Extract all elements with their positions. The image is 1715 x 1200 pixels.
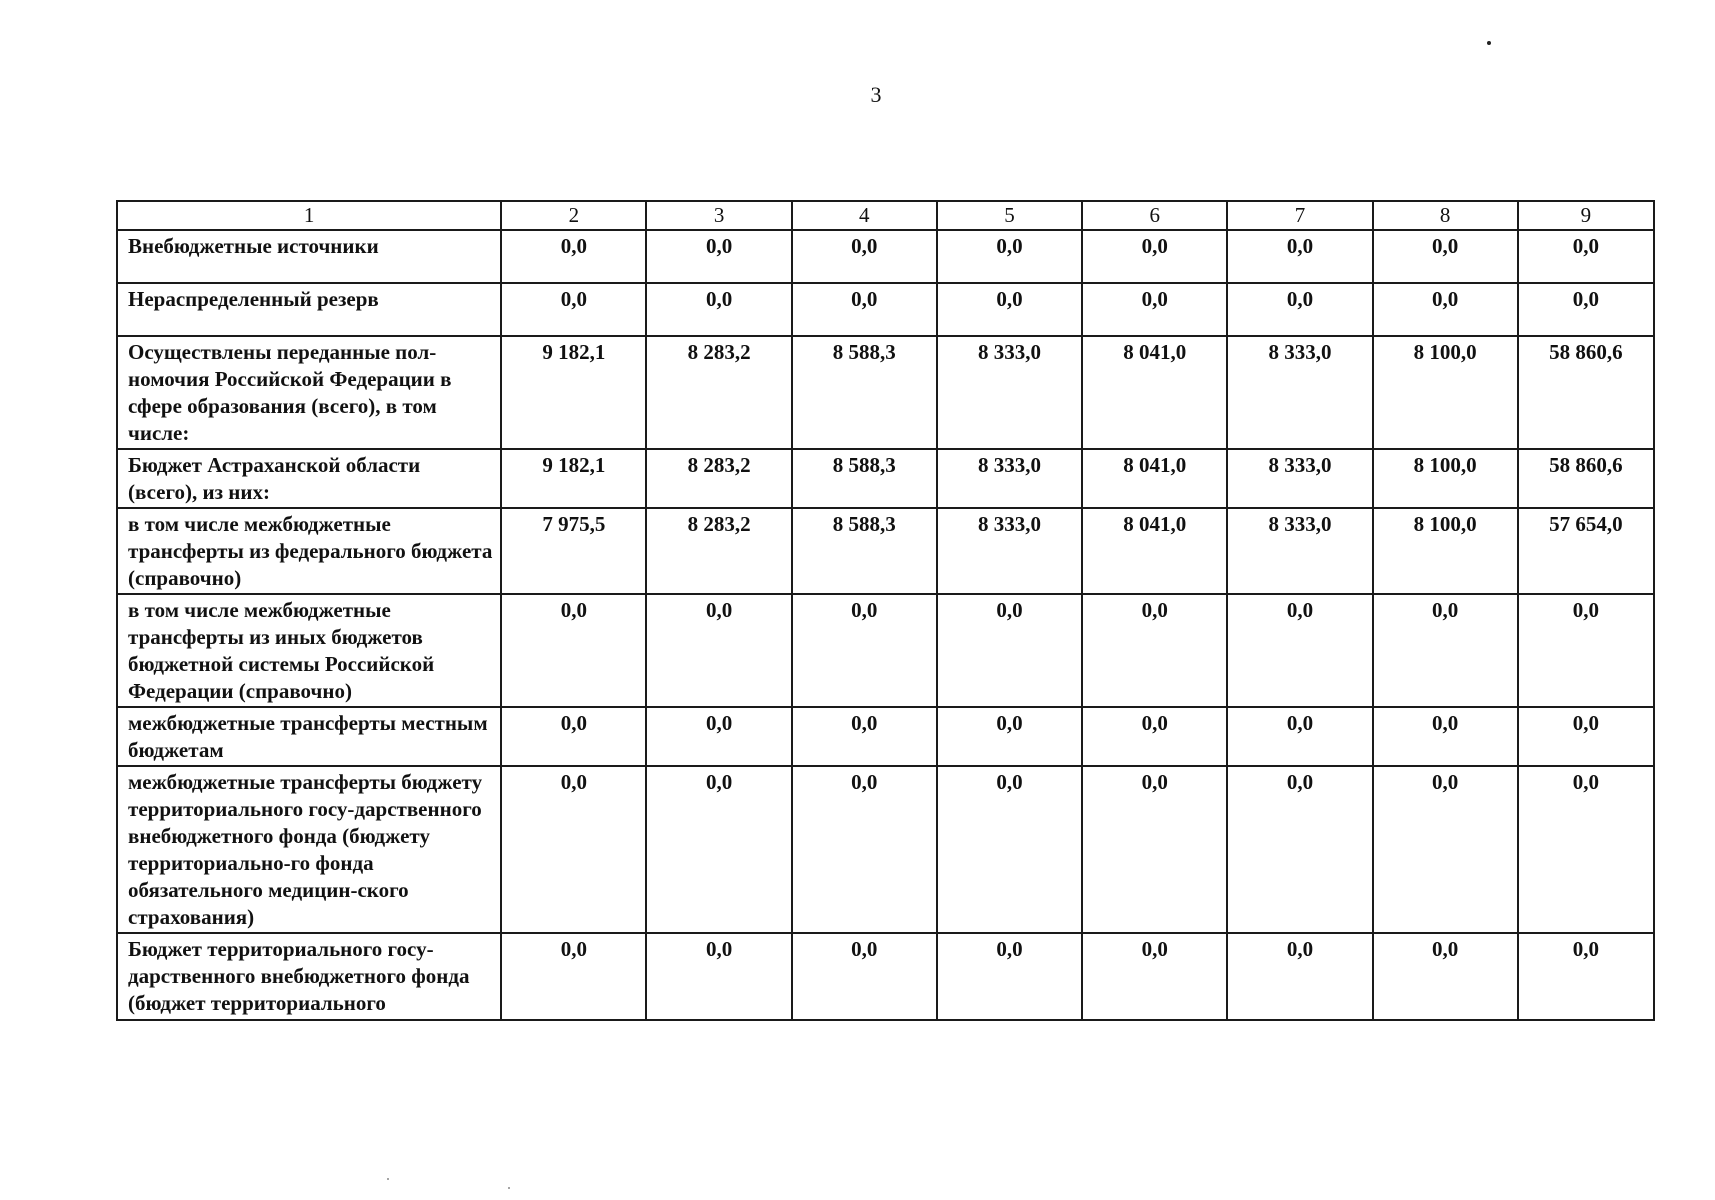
table-row	[117, 766, 1654, 933]
column-header: 7	[1227, 201, 1372, 230]
table-cell: 8 041,0	[1082, 336, 1227, 449]
table-row	[117, 594, 1654, 707]
scan-speck	[387, 1178, 389, 1180]
table-cell: 57 654,0	[1518, 508, 1654, 594]
row-label: Внебюджетные источники	[117, 230, 501, 283]
table-cell: 0,0	[1518, 707, 1654, 766]
column-header: 9	[1518, 201, 1654, 230]
table-cell: 0,0	[1518, 594, 1654, 707]
table-cell: 9 182,1	[501, 336, 646, 449]
table-cell: 0,0	[937, 766, 1082, 933]
table-cell: 0,0	[501, 230, 646, 283]
table-cell: 8 283,2	[646, 336, 791, 449]
table-cell: 9 182,1	[501, 449, 646, 508]
table-cell: 0,0	[1373, 230, 1518, 283]
table-cell: 58 860,6	[1518, 336, 1654, 449]
table-row	[117, 707, 1654, 766]
table-row	[117, 508, 1654, 594]
row-label: в том числе межбюджетные трансферты из иных бюджетов бюджетной системы Российской Федерации (справочно)	[117, 594, 501, 707]
table-cell: 0,0	[646, 766, 791, 933]
table-cell: 0,0	[792, 766, 937, 933]
table-cell: 0,0	[646, 707, 791, 766]
table-cell: 0,0	[1082, 594, 1227, 707]
table-cell: 8 100,0	[1373, 449, 1518, 508]
table-cell: 8 100,0	[1373, 508, 1518, 594]
table-row	[117, 449, 1654, 508]
table-cell: 0,0	[1082, 933, 1227, 1020]
table-cell: 8 588,3	[792, 336, 937, 449]
table-cell: 0,0	[1082, 766, 1227, 933]
table-cell: 8 041,0	[1082, 508, 1227, 594]
row-label: Бюджет Астраханской области (всего), из них:	[117, 449, 501, 508]
scan-speck	[508, 1187, 510, 1189]
table-cell: 0,0	[501, 707, 646, 766]
row-label: межбюджетные трансферты бюджету территориального госу-дарственного внебюджетного фонда (бюджету территориально-го фонда обязательного медицин-ского страхования)	[117, 766, 501, 933]
table-cell: 0,0	[1227, 707, 1372, 766]
row-label: Бюджет территориального госу-дарственного внебюджетного фонда (бюджет территориального	[117, 933, 501, 1020]
table-cell: 0,0	[1373, 933, 1518, 1020]
column-header: 4	[792, 201, 937, 230]
table-header-row	[117, 201, 1654, 230]
table-cell: 0,0	[792, 933, 937, 1020]
budget-table	[116, 200, 1655, 1021]
row-label: в том числе межбюджетные трансферты из федерального бюджета (справочно)	[117, 508, 501, 594]
table-cell: 8 283,2	[646, 508, 791, 594]
table-cell: 0,0	[501, 594, 646, 707]
table-cell: 0,0	[1518, 283, 1654, 336]
table-cell: 0,0	[937, 594, 1082, 707]
column-header: 3	[646, 201, 791, 230]
table-cell: 8 100,0	[1373, 336, 1518, 449]
table-cell: 0,0	[1227, 594, 1372, 707]
row-label: межбюджетные трансферты местным бюджетам	[117, 707, 501, 766]
table-cell: 0,0	[1373, 766, 1518, 933]
table-cell: 0,0	[937, 230, 1082, 283]
table-cell: 8 041,0	[1082, 449, 1227, 508]
table-cell: 0,0	[1373, 707, 1518, 766]
table-cell: 0,0	[1518, 230, 1654, 283]
table-cell: 0,0	[792, 230, 937, 283]
table-cell: 8 588,3	[792, 449, 937, 508]
table-cell: 0,0	[1082, 283, 1227, 336]
page-number: 3	[870, 82, 882, 107]
table-cell: 0,0	[1082, 230, 1227, 283]
table-row	[117, 336, 1654, 449]
table-cell: 0,0	[937, 283, 1082, 336]
table-cell: 0,0	[792, 283, 937, 336]
table-cell: 0,0	[1227, 933, 1372, 1020]
table-cell: 8 283,2	[646, 449, 791, 508]
table-cell: 0,0	[1518, 933, 1654, 1020]
table-cell: 0,0	[792, 707, 937, 766]
column-header: 6	[1082, 201, 1227, 230]
table-cell: 0,0	[646, 933, 791, 1020]
table-cell: 0,0	[1373, 283, 1518, 336]
scan-speck	[1487, 41, 1491, 45]
table-cell: 8 588,3	[792, 508, 937, 594]
table-cell: 8 333,0	[1227, 336, 1372, 449]
table-cell: 0,0	[501, 933, 646, 1020]
table-cell: 0,0	[1518, 766, 1654, 933]
table-cell: 0,0	[1227, 230, 1372, 283]
row-label: Осуществлены переданные пол-номочия Российской Федерации в сфере образования (всего), в том числе:	[117, 336, 501, 449]
table-cell: 0,0	[1227, 283, 1372, 336]
table-cell: 58 860,6	[1518, 449, 1654, 508]
table-row	[117, 283, 1654, 336]
table-cell: 0,0	[501, 766, 646, 933]
column-header: 8	[1373, 201, 1518, 230]
table-cell: 0,0	[792, 594, 937, 707]
table-cell: 0,0	[501, 283, 646, 336]
table-cell: 0,0	[646, 594, 791, 707]
table-cell: 8 333,0	[1227, 449, 1372, 508]
table-cell: 0,0	[646, 230, 791, 283]
table-cell: 8 333,0	[1227, 508, 1372, 594]
column-header: 2	[501, 201, 646, 230]
table-cell: 8 333,0	[937, 449, 1082, 508]
table-cell: 0,0	[646, 283, 791, 336]
table-cell: 8 333,0	[937, 508, 1082, 594]
table-cell: 0,0	[1373, 594, 1518, 707]
table-cell: 8 333,0	[937, 336, 1082, 449]
table-cell: 0,0	[1227, 766, 1372, 933]
table-row	[117, 933, 1654, 1020]
table-cell: 7 975,5	[501, 508, 646, 594]
table-cell: 0,0	[937, 707, 1082, 766]
column-header: 5	[937, 201, 1082, 230]
table-row	[117, 230, 1654, 283]
column-header: 1	[117, 201, 501, 230]
table-cell: 0,0	[1082, 707, 1227, 766]
table-cell: 0,0	[937, 933, 1082, 1020]
row-label: Нераспределенный резерв	[117, 283, 501, 336]
